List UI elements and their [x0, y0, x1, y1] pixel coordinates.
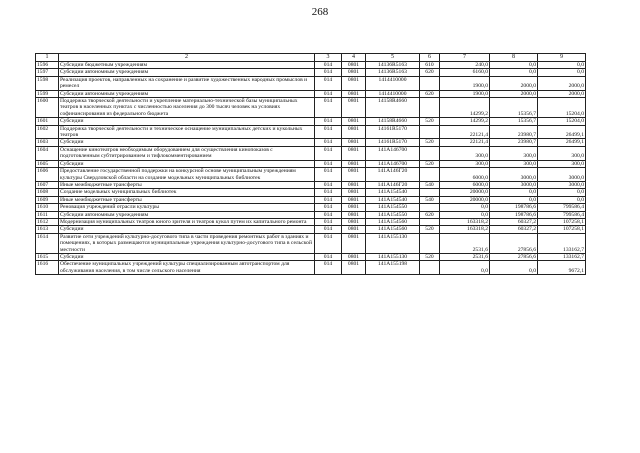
row-target-code: 14136R5163 — [366, 69, 420, 76]
row-ministry-code: 014 — [315, 226, 342, 233]
table-row — [36, 125, 586, 139]
row-amount-year1: 240,0 — [440, 62, 490, 69]
row-amount-year3: 300,0 — [538, 160, 586, 167]
row-expense-type — [420, 168, 440, 182]
row-amount-year1: 20000,0 — [440, 196, 490, 203]
table-row — [36, 218, 586, 225]
row-amount-year3: 799586,4 — [538, 204, 586, 211]
row-name: Субсидии — [59, 139, 315, 146]
row-amount-year1: 6160,0 — [440, 69, 490, 76]
row-amount-year1: 14299,2 — [440, 118, 490, 125]
row-name: Субсидии бюджетным учреждениям — [59, 62, 315, 69]
row-amount-year2: 60327,2 — [490, 226, 538, 233]
row-amount-year2: 2000,0 — [490, 90, 538, 97]
row-target-code: 141A146Г20 — [366, 181, 420, 188]
row-amount-year3: 0,0 — [538, 62, 586, 69]
row-amount-year2: 198786,6 — [490, 204, 538, 211]
row-amount-year3: 15204,0 — [538, 98, 586, 118]
row-amount-year1: 163318,2 — [440, 218, 490, 225]
table-row — [36, 139, 586, 146]
table-body — [36, 62, 586, 275]
table-row — [36, 168, 586, 182]
row-expense-type: 520 — [420, 226, 440, 233]
row-ministry-code: 014 — [315, 218, 342, 225]
row-target-code: 141A155198 — [366, 261, 420, 275]
row-amount-year1: 2531,6 — [440, 253, 490, 260]
row-number: 1596 — [36, 62, 59, 69]
row-section-code: 0801 — [342, 218, 366, 225]
row-amount-year2: 300,0 — [490, 160, 538, 167]
row-ministry-code: 014 — [315, 125, 342, 139]
header-row — [36, 54, 586, 62]
header-cell: 3 — [315, 54, 342, 62]
header-cell: 2 — [59, 54, 315, 62]
row-section-code: 0801 — [342, 69, 366, 76]
row-section-code: 0801 — [342, 118, 366, 125]
row-number: 1606 — [36, 168, 59, 182]
row-target-code: 141A154560 — [366, 218, 420, 225]
row-amount-year2: 23980,7 — [490, 125, 538, 139]
row-ministry-code: 014 — [315, 146, 342, 160]
row-name: Субсидии — [59, 118, 315, 125]
table-row — [36, 253, 586, 260]
row-expense-type — [420, 204, 440, 211]
row-amount-year3: 2000,0 — [538, 76, 586, 90]
row-amount-year2: 3000,0 — [490, 168, 538, 182]
row-amount-year3: 26499,1 — [538, 125, 586, 139]
row-amount-year3: 107258,1 — [538, 218, 586, 225]
row-expense-type: 520 — [420, 139, 440, 146]
row-amount-year3: 799586,4 — [538, 211, 586, 218]
row-amount-year2: 15356,7 — [490, 98, 538, 118]
header-cell: 8 — [490, 54, 538, 62]
row-name: Субсидии — [59, 253, 315, 260]
row-amount-year3: 133162,7 — [538, 233, 586, 253]
row-expense-type: 540 — [420, 181, 440, 188]
page-number: 268 — [311, 6, 329, 18]
row-name: Субсидии автономным учреждениям — [59, 69, 315, 76]
row-amount-year1: 20000,0 — [440, 189, 490, 196]
row-ministry-code: 014 — [315, 118, 342, 125]
row-amount-year2: 23980,7 — [490, 139, 538, 146]
row-target-code: 141A155130 — [366, 253, 420, 260]
row-target-code: 141A154550 — [366, 211, 420, 218]
row-name: Модернизация муниципальных театров юного зрителя и театров кукол путем их капитального ремонта — [59, 218, 315, 225]
row-amount-year1: 300,0 — [440, 160, 490, 167]
row-amount-year3: 2000,0 — [538, 90, 586, 97]
row-section-code: 0801 — [342, 253, 366, 260]
table-row — [36, 261, 586, 275]
table-row — [36, 69, 586, 76]
row-amount-year1: 22121,4 — [440, 139, 490, 146]
table-row — [36, 189, 586, 196]
row-number: 1607 — [36, 181, 59, 188]
row-number: 1600 — [36, 98, 59, 118]
row-number: 1604 — [36, 146, 59, 160]
row-expense-type: 540 — [420, 196, 440, 203]
row-number: 1612 — [36, 218, 59, 225]
row-name: Поддержка творческой деятельности и техническое оснащение муниципальных детских и кукольных театров — [59, 125, 315, 139]
row-expense-type — [420, 189, 440, 196]
row-amount-year2: 15356,7 — [490, 118, 538, 125]
table-row — [36, 233, 586, 253]
row-target-code: 141A154560 — [366, 226, 420, 233]
table-row — [36, 160, 586, 167]
row-number: 1597 — [36, 69, 59, 76]
row-number: 1609 — [36, 196, 59, 203]
row-target-code: 14161R5170 — [366, 139, 420, 146]
row-section-code: 0801 — [342, 181, 366, 188]
row-expense-type — [420, 76, 440, 90]
row-section-code: 0801 — [342, 62, 366, 69]
row-section-code: 0801 — [342, 204, 366, 211]
row-expense-type — [420, 218, 440, 225]
row-section-code: 0801 — [342, 125, 366, 139]
row-amount-year1: 0,0 — [440, 261, 490, 275]
row-amount-year3: 3000,0 — [538, 168, 586, 182]
table-row — [36, 204, 586, 211]
table-row — [36, 196, 586, 203]
row-amount-year1: 0,0 — [440, 204, 490, 211]
row-amount-year2: 0,0 — [490, 189, 538, 196]
row-amount-year1: 2531,6 — [440, 233, 490, 253]
row-amount-year3: 0,0 — [538, 69, 586, 76]
row-amount-year3: 107258,1 — [538, 226, 586, 233]
row-ministry-code: 014 — [315, 168, 342, 182]
row-amount-year2: 0,0 — [490, 69, 538, 76]
row-name: Иные межбюджетные трансферты — [59, 181, 315, 188]
row-name: Поддержка творческой деятельности и укрепление материально-технической базы муниципальных театров в населенных пунктах с численностью населения до 300 тысяч человек на условиях софинансирования из федерального бюджета — [59, 98, 315, 118]
table-row — [36, 181, 586, 188]
row-amount-year3: 3000,0 — [538, 181, 586, 188]
row-amount-year2: 2000,0 — [490, 76, 538, 90]
row-number: 1614 — [36, 233, 59, 253]
row-ministry-code: 014 — [315, 69, 342, 76]
row-amount-year3: 0,0 — [538, 189, 586, 196]
row-target-code: 141A154540 — [366, 189, 420, 196]
row-amount-year3: 133162,7 — [538, 253, 586, 260]
row-name: Иные межбюджетные трансферты — [59, 196, 315, 203]
row-expense-type: 620 — [420, 90, 440, 97]
row-section-code: 0801 — [342, 146, 366, 160]
row-name: Реализация проектов, направленных на сохранение и развитие художественных народных промыслов и ремесел — [59, 76, 315, 90]
header-cell: 4 — [342, 54, 366, 62]
row-name: Предоставление государственной поддержки на конкурсной основе муниципальным учреждениям культуры Свердловской области на создание модельных муниципальных библиотек — [59, 168, 315, 182]
row-name: Развитие сети учреждений культурно-досугового типа в части проведения ремонтных работ в зданиях и помещениях, в которых размещаются муниципальные учреждения культурно-досугового типа в сельской местности — [59, 233, 315, 253]
row-name: Оснащение кинотеатров необходимым оборудованием для осуществления кинопоказов с подготовленным субтитрированием и тифлокомментированием — [59, 146, 315, 160]
row-ministry-code: 014 — [315, 233, 342, 253]
row-amount-year3: 0,0 — [538, 196, 586, 203]
row-amount-year1: 14299,2 — [440, 98, 490, 118]
row-section-code: 0801 — [342, 233, 366, 253]
row-section-code: 0801 — [342, 261, 366, 275]
table-row — [36, 211, 586, 218]
row-amount-year2: 0,0 — [490, 196, 538, 203]
row-ministry-code: 014 — [315, 189, 342, 196]
row-number: 1613 — [36, 226, 59, 233]
row-ministry-code: 014 — [315, 211, 342, 218]
row-name: Субсидии автономным учреждениям — [59, 211, 315, 218]
row-target-code: 141A154540 — [366, 196, 420, 203]
row-number: 1598 — [36, 76, 59, 90]
row-amount-year1: 300,0 — [440, 146, 490, 160]
row-expense-type — [420, 146, 440, 160]
row-section-code: 0801 — [342, 196, 366, 203]
row-amount-year2: 27856,6 — [490, 233, 538, 253]
row-number: 1615 — [36, 253, 59, 260]
row-target-code: 14158R4660 — [366, 118, 420, 125]
row-ministry-code: 014 — [315, 139, 342, 146]
row-target-code: 14158R4660 — [366, 98, 420, 118]
row-target-code: 1414410000 — [366, 76, 420, 90]
row-number: 1610 — [36, 204, 59, 211]
row-expense-type: 520 — [420, 253, 440, 260]
table-row — [36, 90, 586, 97]
header-cell: 5 — [366, 54, 420, 62]
row-target-code: 14161R5170 — [366, 125, 420, 139]
row-amount-year2: 0,0 — [490, 261, 538, 275]
header-cell: 7 — [440, 54, 490, 62]
row-amount-year2: 27856,6 — [490, 253, 538, 260]
row-amount-year1: 1900,0 — [440, 90, 490, 97]
row-number: 1603 — [36, 139, 59, 146]
row-section-code: 0801 — [342, 160, 366, 167]
row-ministry-code: 014 — [315, 90, 342, 97]
row-number: 1601 — [36, 118, 59, 125]
row-expense-type — [420, 98, 440, 118]
row-expense-type: 620 — [420, 211, 440, 218]
table-row — [36, 118, 586, 125]
row-name: Создание модельных муниципальных библиотек — [59, 189, 315, 196]
row-expense-type: 520 — [420, 118, 440, 125]
header-cell: 1 — [36, 54, 59, 62]
row-ministry-code: 014 — [315, 261, 342, 275]
row-amount-year1: 6000,0 — [440, 181, 490, 188]
row-expense-type — [420, 261, 440, 275]
row-number: 1599 — [36, 90, 59, 97]
row-amount-year2: 3000,0 — [490, 181, 538, 188]
table-row — [36, 98, 586, 118]
row-target-code: 141A154550 — [366, 204, 420, 211]
header-cell: 9 — [538, 54, 586, 62]
row-expense-type — [420, 125, 440, 139]
row-name: Субсидии — [59, 160, 315, 167]
table-row — [36, 62, 586, 69]
row-section-code: 0801 — [342, 76, 366, 90]
row-amount-year3: 15204,0 — [538, 118, 586, 125]
row-amount-year3: 300,0 — [538, 146, 586, 160]
row-target-code: 141A146Г20 — [366, 168, 420, 182]
row-name: Обеспечение муниципальных учреждений культуры специализированным автотранспортом для обслуживания населения, в том числе сельского населения — [59, 261, 315, 275]
row-name: Субсидии — [59, 226, 315, 233]
row-expense-type — [420, 233, 440, 253]
table-row — [36, 226, 586, 233]
row-name: Реновация учреждений отрасли культуры — [59, 204, 315, 211]
table-row — [36, 146, 586, 160]
row-amount-year2: 60327,2 — [490, 218, 538, 225]
row-section-code: 0801 — [342, 189, 366, 196]
row-number: 1611 — [36, 211, 59, 218]
row-expense-type: 520 — [420, 160, 440, 167]
row-section-code: 0801 — [342, 211, 366, 218]
row-name: Субсидии автономным учреждениям — [59, 90, 315, 97]
row-amount-year2: 198786,6 — [490, 211, 538, 218]
row-amount-year3: 26499,1 — [538, 139, 586, 146]
row-number: 1608 — [36, 189, 59, 196]
row-section-code: 0801 — [342, 98, 366, 118]
row-amount-year3: 9672,1 — [538, 261, 586, 275]
row-ministry-code: 014 — [315, 253, 342, 260]
row-section-code: 0801 — [342, 168, 366, 182]
row-ministry-code: 014 — [315, 196, 342, 203]
row-target-code: 14136R5163 — [366, 62, 420, 69]
row-number: 1616 — [36, 261, 59, 275]
row-ministry-code: 014 — [315, 62, 342, 69]
row-number: 1605 — [36, 160, 59, 167]
row-amount-year1: 0,0 — [440, 211, 490, 218]
row-ministry-code: 014 — [315, 181, 342, 188]
row-ministry-code: 014 — [315, 98, 342, 118]
row-ministry-code: 014 — [315, 160, 342, 167]
row-target-code: 141A155130 — [366, 233, 420, 253]
row-target-code: 141A146700 — [366, 146, 420, 160]
row-amount-year1: 1900,0 — [440, 76, 490, 90]
row-amount-year1: 6000,0 — [440, 168, 490, 182]
row-expense-type: 610 — [420, 62, 440, 69]
row-target-code: 141A146700 — [366, 160, 420, 167]
row-section-code: 0801 — [342, 90, 366, 97]
row-section-code: 0801 — [342, 226, 366, 233]
row-amount-year1: 22121,4 — [440, 125, 490, 139]
row-amount-year2: 300,0 — [490, 146, 538, 160]
row-number: 1602 — [36, 125, 59, 139]
row-ministry-code: 014 — [315, 204, 342, 211]
table-row — [36, 76, 586, 90]
row-amount-year1: 163318,2 — [440, 226, 490, 233]
row-section-code: 0801 — [342, 139, 366, 146]
budget-table — [35, 53, 586, 275]
row-expense-type: 620 — [420, 69, 440, 76]
row-ministry-code: 014 — [315, 76, 342, 90]
header-cell: 6 — [420, 54, 440, 62]
row-amount-year2: 0,0 — [490, 62, 538, 69]
row-target-code: 1414410000 — [366, 90, 420, 97]
